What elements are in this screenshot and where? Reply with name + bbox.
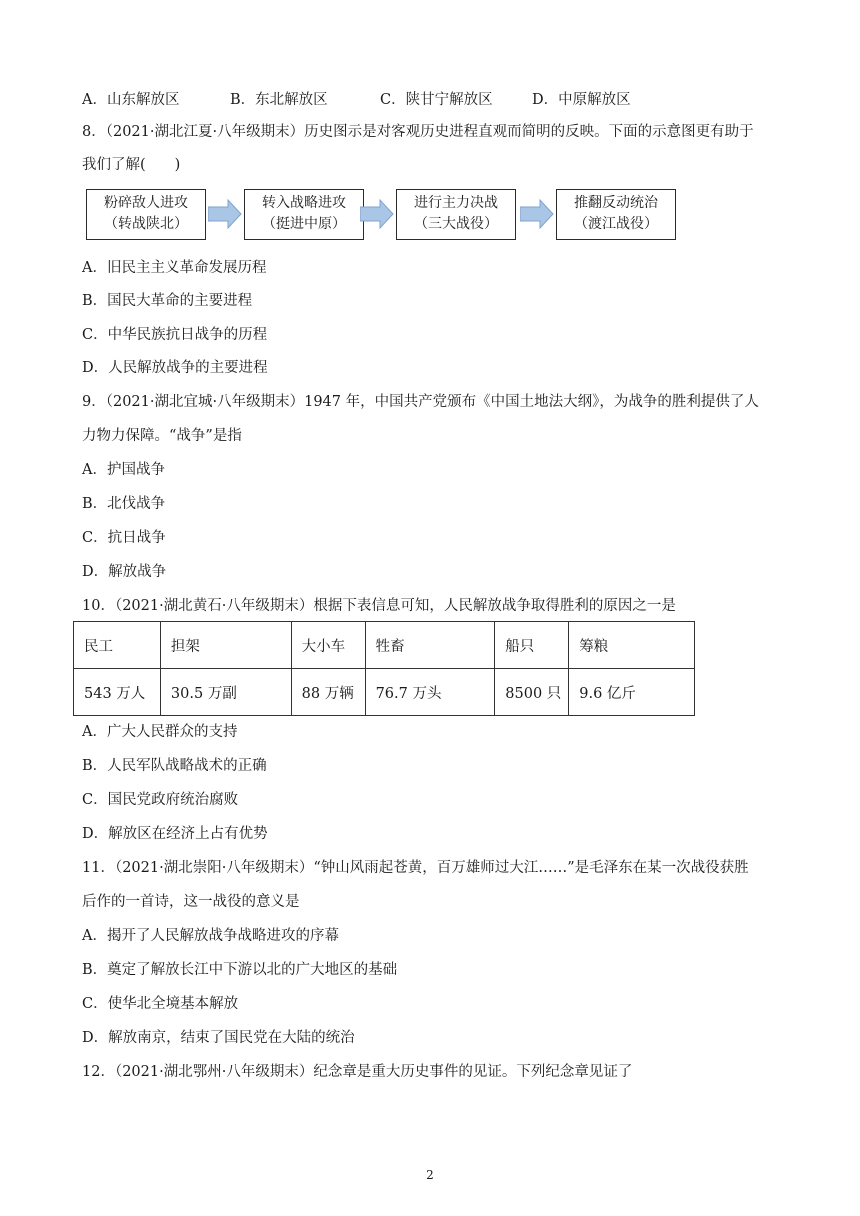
flow-box-4-title: 推翻反动统治 [574,195,658,211]
table-header-cell: 大小车 [291,622,365,669]
q11-option-d: D．解放南京，结束了国民党在大陆的统治 [82,1030,355,1046]
q9-option-b: B．北伐战争 [82,496,166,512]
flow-box-4-sub: （渡江战役） [574,216,658,232]
q9-option-c: C．抗日战争 [82,530,166,546]
q7-option-c: C．陕甘宁解放区 [380,92,493,108]
q8-stem-line2: 我们了解( ) [82,157,181,173]
q11-option-b: B．奠定了解放长江中下游以北的广大地区的基础 [82,962,398,978]
table-cell: 88 万辆 [291,669,365,716]
flow-arrow-icon [520,198,554,230]
q10-data-table [73,621,695,716]
table-cell: 543 万人 [74,669,161,716]
table-cell: 76.7 万头 [365,669,495,716]
flow-box-2-sub: （挺进中原） [262,216,346,232]
flow-box-2-title: 转入战略进攻 [262,195,346,211]
page-number: 2 [426,1168,434,1182]
q8-option-b: B．国民大革命的主要进程 [82,293,253,309]
flow-box-4 [556,189,676,240]
flow-arrow-icon [208,198,242,230]
q11-stem-line2: 后作的一首诗，这一战役的意义是 [82,894,300,910]
table-cell: 8500 只 [495,669,569,716]
q8-option-d: D．人民解放战争的主要进程 [82,360,268,376]
flow-box-3 [396,189,516,240]
flow-box-1-sub: （转战陕北） [104,216,188,232]
q7-option-d: D．中原解放区 [532,92,631,108]
q7-option-a: A．山东解放区 [82,92,180,108]
table-header-row [74,622,695,669]
table-header-cell: 船只 [495,622,569,669]
table-cell: 30.5 万副 [160,669,291,716]
table-header-cell: 民工 [74,622,161,669]
flow-box-2 [244,189,364,240]
q10-option-c: C．国民党政府统治腐败 [82,792,239,808]
table-header-cell: 牲畜 [365,622,495,669]
q9-stem-line1: 9．（2021·湖北宜城·八年级期末）1947 年，中国共产党颁布《中国土地法大纲》，为战争的胜利提供了人 [82,394,759,410]
flow-box-1-title: 粉碎敌人进攻 [104,195,188,211]
q8-option-a: A．旧民主主义革命发展历程 [82,260,267,276]
flow-box-1 [86,189,206,240]
q11-stem-line1: 11．（2021·湖北崇阳·八年级期末）“钟山风雨起苍黄，百万雄师过大江……”是毛泽东在某一次战役获胜 [82,860,749,876]
q10-option-a: A．广大人民群众的支持 [82,724,238,740]
q9-option-d: D．解放战争 [82,564,167,580]
q8-stem-line1: 8．（2021·湖北江夏·八年级期末）历史图示是对客观历史进程直观而简明的反映。下面的示意图更有助于 [82,124,754,140]
q7-option-b: B．东北解放区 [230,92,328,108]
q10-stem: 10．（2021·湖北黄石·八年级期末）根据下表信息可知，人民解放战争取得胜利的原因之一是 [82,598,676,614]
q12-stem: 12．（2021·湖北鄂州·八年级期末）纪念章是重大历史事件的见证。下列纪念章见证了 [82,1064,633,1080]
q11-option-a: A．揭开了人民解放战争战略进攻的序幕 [82,928,339,944]
table-row [74,669,695,716]
q11-option-c: C．使华北全境基本解放 [82,996,239,1012]
table-cell: 9.6 亿斤 [569,669,695,716]
table-header-cell: 筹粮 [569,622,695,669]
q10-option-b: B．人民军队战略战术的正确 [82,758,267,774]
table-header-cell: 担架 [160,622,291,669]
flow-arrow-icon [360,198,394,230]
q8-option-c: C．中华民族抗日战争的历程 [82,327,268,343]
q10-option-d: D．解放区在经济上占有优势 [82,826,268,842]
flow-box-3-sub: （三大战役） [414,216,498,232]
q9-stem-line2: 力物力保障。“战争”是指 [82,428,242,444]
q9-option-a: A．护国战争 [82,462,165,478]
flow-box-3-title: 进行主力决战 [414,195,498,211]
